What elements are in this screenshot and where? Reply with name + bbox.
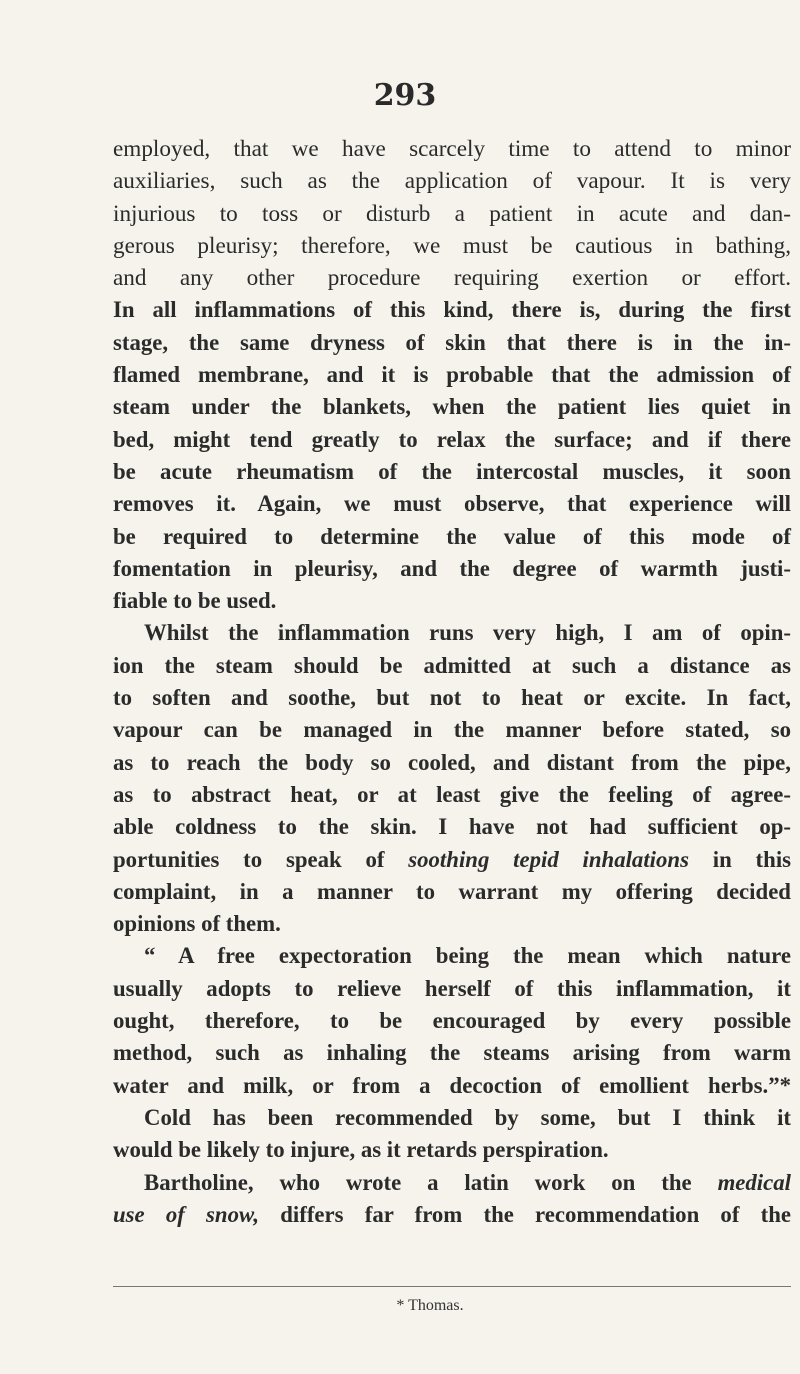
- text-line-with-italic: [113, 844, 791, 876]
- text-line: able coldness to the skin. I have not had sufficient op-: [113, 814, 791, 840]
- text-line: as to abstract heat, or at least give the feeling of agree-: [113, 781, 791, 807]
- text-line: removes it. Again, we must observe, that experience will: [113, 491, 791, 517]
- text-line: steam under the blankets, when the patient lies quiet in: [113, 394, 791, 420]
- text-line: and any other procedure requiring exertion or effort.: [113, 265, 791, 292]
- text-line: In all inflammations of this kind, there is, during the first: [113, 297, 791, 323]
- text-line: fomentation in pleurisy, and the degree of warmth justi-: [113, 555, 791, 581]
- text-span: portunities to speak of: [113, 846, 385, 872]
- text-line: flamed membrane, and it is probable that the admission of: [113, 362, 791, 388]
- text-line: Cold has been recommended by some, but I think it: [144, 1104, 791, 1130]
- italic-phrase: medical: [717, 1169, 791, 1195]
- footnote: * Thomas.: [396, 1297, 464, 1314]
- text-line: bed, might tend greatly to relax the surface; and if there: [113, 426, 791, 452]
- text-line: employed, that we have scarcely time to attend to minor: [113, 136, 791, 162]
- text-line: injurious to toss or disturb a patient in acute and dan-: [113, 200, 791, 227]
- text-line: as to reach the body so cooled, and distant from the pipe,: [113, 749, 791, 775]
- text-span: in this: [712, 846, 792, 872]
- text-line: Whilst the inflammation runs very high, I am of opin-: [144, 620, 791, 646]
- text-line: would be likely to injure, as it retards perspiration.: [113, 1137, 609, 1163]
- text-line: ion the steam should be admitted at such a distance as: [113, 652, 791, 678]
- text-line: vapour can be managed in the manner before stated, so: [113, 717, 791, 743]
- body-text: [113, 133, 791, 1231]
- italic-phrase: use of snow,: [113, 1201, 260, 1227]
- text-line: ought, therefore, to be encouraged by every possible: [113, 1008, 791, 1034]
- text-span: differs far from the recommendation of the: [280, 1201, 791, 1227]
- text-line: fiable to be used.: [113, 588, 277, 614]
- text-line-with-italic: [113, 1167, 791, 1199]
- page-number: 293: [373, 78, 437, 113]
- text-line: to soften and soothe, but not to heat or excite. In fact,: [113, 685, 791, 711]
- text-span: Bartholine, who wrote a latin work on the: [144, 1169, 692, 1195]
- text-line: stage, the same dryness of skin that there is in the in-: [113, 329, 791, 355]
- footnote-divider: [113, 1286, 791, 1287]
- text-line: “ A free expectoration being the mean which nature: [144, 943, 791, 969]
- text-line: gerous pleurisy; therefore, we must be cautious in bathing,: [113, 232, 791, 259]
- text-line: water and milk, or from a decoction of emollient herbs.”*: [113, 1072, 791, 1098]
- text-line: be acute rheumatism of the intercostal muscles, it soon: [113, 458, 791, 484]
- text-line: usually adopts to relieve herself of this inflammation, it: [113, 975, 791, 1001]
- italic-phrase: soothing tepid inhalations: [408, 846, 689, 872]
- text-line: be required to determine the value of this mode of: [113, 523, 791, 549]
- text-line: opinions of them.: [113, 911, 281, 937]
- text-line-with-italic: [113, 1199, 791, 1231]
- text-line: method, such as inhaling the steams arising from warm: [113, 1040, 791, 1066]
- text-line: auxiliaries, such as the application of vapour. It is very: [113, 168, 791, 195]
- text-line: complaint, in a manner to warrant my offering decided: [113, 878, 791, 904]
